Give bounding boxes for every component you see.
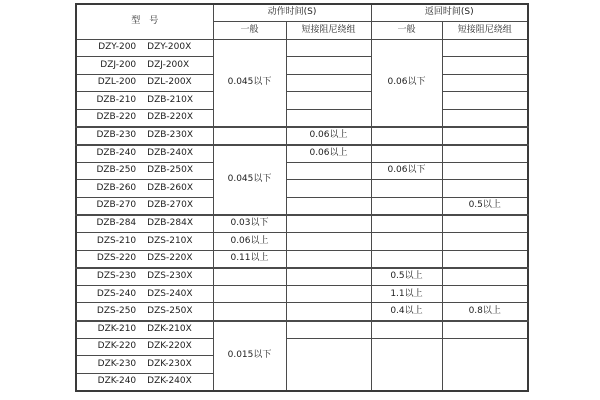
model-cell — [76, 57, 213, 75]
model-name-x-variant: DZK-220X — [147, 341, 192, 352]
model-cell-inner — [77, 290, 213, 299]
spec-table-container — [75, 3, 529, 392]
model-cell — [76, 92, 213, 110]
model-cell-inner — [77, 43, 213, 52]
model-cell — [76, 268, 213, 286]
model-cell — [76, 162, 213, 180]
model-name-base: DZB-260 — [96, 183, 137, 194]
model-cell — [76, 39, 213, 57]
table-row — [76, 74, 528, 92]
value-cell-return_damped — [442, 109, 528, 127]
model-name-base: DZS-210 — [96, 235, 137, 246]
model-name-x-variant: DZB-270X — [147, 200, 194, 211]
value-cell-return_damped — [442, 285, 528, 303]
value-cell-return_general — [371, 127, 442, 145]
value-cell-return_damped — [442, 74, 528, 92]
model-cell-inner — [77, 272, 213, 281]
value-cell-return_general: 0.4以上 — [371, 303, 442, 321]
value-cell-return_damped — [442, 338, 528, 391]
value-cell-return_damped: 0.5以上 — [442, 197, 528, 215]
value-cell-action_general: 0.03以下 — [213, 215, 286, 233]
model-name-base: DZB-250 — [96, 165, 137, 176]
table-row — [76, 233, 528, 251]
model-name-base: DZK-240 — [97, 376, 137, 387]
header-row-groups — [76, 4, 528, 21]
model-cell — [76, 303, 213, 321]
value-cell-action_general — [213, 303, 286, 321]
value-cell-return_damped — [442, 215, 528, 233]
model-name-x-variant: DZL-200X — [147, 77, 192, 88]
value-cell-return_general — [371, 321, 442, 339]
value-cell-return_damped — [442, 92, 528, 110]
table-row — [76, 180, 528, 198]
model-cell-inner — [77, 342, 213, 351]
model-name-base: DZB-284 — [96, 218, 137, 229]
model-name-base: DZS-220 — [96, 253, 137, 264]
value-cell-return_damped — [442, 162, 528, 180]
value-cell-action_damped — [286, 250, 371, 268]
model-name-base: DZB-240 — [96, 148, 137, 159]
model-name-x-variant: DZK-240X — [147, 376, 192, 387]
value-cell-return_damped — [442, 145, 528, 163]
value-cell-action_damped: 0.06以上 — [286, 145, 371, 163]
value-cell-action_general: 0.045以下 — [213, 145, 286, 215]
model-cell-inner — [77, 307, 213, 316]
model-cell — [76, 74, 213, 92]
model-name-x-variant: DZB-230X — [147, 130, 194, 141]
table-row — [76, 39, 528, 57]
model-cell — [76, 127, 213, 145]
value-cell-action_general: 0.11以上 — [213, 250, 286, 268]
value-cell-action_damped — [286, 233, 371, 251]
model-cell-inner — [77, 113, 213, 122]
value-cell-return_general — [371, 180, 442, 198]
table-row — [76, 162, 528, 180]
value-cell-action_damped — [286, 321, 371, 339]
model-cell — [76, 285, 213, 303]
model-name-x-variant: DZS-230X — [147, 271, 193, 282]
table-row — [76, 92, 528, 110]
table-row — [76, 197, 528, 215]
value-cell-return_general — [371, 197, 442, 215]
model-name-x-variant: DZB-240X — [147, 148, 194, 159]
model-cell-inner — [77, 325, 213, 334]
header-return-time: 返回时间(S) — [371, 4, 528, 21]
model-name-base: DZS-250 — [96, 305, 137, 316]
model-cell-inner — [77, 166, 213, 175]
model-cell — [76, 356, 213, 374]
value-cell-action_damped — [286, 57, 371, 75]
spec-table-header — [76, 4, 528, 39]
model-name-x-variant: DZS-240X — [147, 288, 193, 299]
model-name-x-variant: DZJ-200X — [147, 59, 190, 70]
value-cell-action_damped — [286, 74, 371, 92]
model-name-x-variant: DZS-210X — [147, 235, 193, 246]
value-cell-action_damped — [286, 39, 371, 57]
value-cell-return_general — [371, 215, 442, 233]
model-name-base: DZK-210 — [97, 324, 137, 335]
model-cell — [76, 250, 213, 268]
table-row — [76, 145, 528, 163]
model-name-base: DZB-270 — [96, 200, 137, 211]
value-cell-return_damped — [442, 180, 528, 198]
model-cell-inner — [77, 78, 213, 87]
value-cell-return_damped — [442, 39, 528, 57]
value-cell-action_damped — [286, 338, 371, 391]
value-cell-action_damped — [286, 180, 371, 198]
table-row — [76, 250, 528, 268]
model-cell-inner — [77, 201, 213, 210]
model-name-x-variant: DZB-250X — [147, 165, 194, 176]
model-name-base: DZB-210 — [96, 95, 137, 106]
value-cell-action_damped — [286, 215, 371, 233]
table-row — [76, 285, 528, 303]
value-cell-return_general — [371, 145, 442, 163]
model-cell — [76, 109, 213, 127]
value-cell-action_general — [213, 268, 286, 286]
header-action-time: 动作时间(S) — [213, 4, 371, 21]
model-cell — [76, 338, 213, 356]
value-cell-action_general: 0.06以上 — [213, 233, 286, 251]
value-cell-return_damped — [442, 250, 528, 268]
model-name-base: DZB-230 — [96, 130, 137, 141]
model-name-x-variant: DZS-250X — [147, 305, 193, 316]
value-cell-action_damped — [286, 109, 371, 127]
model-cell — [76, 373, 213, 391]
model-cell-inner — [77, 131, 213, 140]
table-row — [76, 338, 528, 356]
model-cell — [76, 215, 213, 233]
model-name-x-variant: DZK-210X — [147, 324, 192, 335]
relay-spec-table — [75, 3, 529, 392]
model-cell — [76, 145, 213, 163]
model-name-x-variant: DZB-260X — [147, 183, 194, 194]
value-cell-return_damped — [442, 127, 528, 145]
value-cell-action_general — [213, 127, 286, 145]
model-name-base: DZJ-200 — [100, 59, 137, 70]
value-cell-return_general: 0.06以下 — [371, 39, 442, 127]
value-cell-action_general: 0.045以下 — [213, 39, 286, 127]
model-cell-inner — [77, 377, 213, 386]
model-cell-inner — [77, 149, 213, 158]
value-cell-return_general: 1.1以上 — [371, 285, 442, 303]
value-cell-return_damped — [442, 268, 528, 286]
value-cell-action_general: 0.015以下 — [213, 321, 286, 391]
value-cell-action_damped — [286, 303, 371, 321]
value-cell-action_damped — [286, 197, 371, 215]
header-model-column: 型 号 — [76, 4, 213, 39]
value-cell-action_damped: 0.06以上 — [286, 127, 371, 145]
model-cell-inner — [77, 219, 213, 228]
model-name-x-variant: DZB-210X — [147, 95, 194, 106]
model-name-base: DZK-230 — [97, 358, 137, 369]
header-action-damped-winding: 短接阻尼绕组 — [286, 21, 371, 39]
value-cell-return_damped — [442, 233, 528, 251]
model-cell — [76, 321, 213, 339]
model-name-x-variant: DZB-284X — [147, 218, 194, 229]
value-cell-action_damped — [286, 268, 371, 286]
model-cell-inner — [77, 360, 213, 369]
value-cell-return_damped — [442, 321, 528, 339]
header-action-general: 一般 — [213, 21, 286, 39]
model-name-x-variant: DZS-220X — [147, 253, 193, 264]
model-name-base: DZY-200 — [98, 42, 137, 53]
model-cell-inner — [77, 61, 213, 70]
table-row — [76, 57, 528, 75]
model-name-x-variant: DZK-230X — [147, 358, 192, 369]
value-cell-action_damped — [286, 92, 371, 110]
model-name-base: DZK-220 — [97, 341, 137, 352]
model-name-base: DZS-230 — [96, 271, 137, 282]
table-row — [76, 215, 528, 233]
value-cell-return_general: 0.06以下 — [371, 162, 442, 180]
model-name-base: DZL-200 — [97, 77, 137, 88]
model-cell-inner — [77, 96, 213, 105]
model-cell-inner — [77, 237, 213, 246]
model-name-x-variant: DZB-220X — [147, 112, 194, 123]
model-name-base: DZS-240 — [96, 288, 137, 299]
value-cell-action_general — [213, 285, 286, 303]
model-name-x-variant: DZY-200X — [147, 42, 192, 53]
model-cell-inner — [77, 254, 213, 263]
table-row — [76, 303, 528, 321]
value-cell-return_general: 0.5以上 — [371, 268, 442, 286]
model-cell-inner — [77, 184, 213, 193]
table-row — [76, 109, 528, 127]
model-cell — [76, 180, 213, 198]
header-return-damped-winding: 短接阻尼绕组 — [442, 21, 528, 39]
table-row — [76, 127, 528, 145]
value-cell-action_damped — [286, 285, 371, 303]
value-cell-return_general — [371, 233, 442, 251]
value-cell-return_general — [371, 338, 442, 391]
model-cell — [76, 197, 213, 215]
table-row — [76, 321, 528, 339]
spec-table-body — [76, 39, 528, 391]
value-cell-return_damped — [442, 57, 528, 75]
table-row — [76, 268, 528, 286]
model-cell — [76, 233, 213, 251]
value-cell-return_general — [371, 250, 442, 268]
header-return-general: 一般 — [371, 21, 442, 39]
value-cell-action_damped — [286, 162, 371, 180]
value-cell-return_damped: 0.8以上 — [442, 303, 528, 321]
model-name-base: DZB-220 — [96, 112, 137, 123]
